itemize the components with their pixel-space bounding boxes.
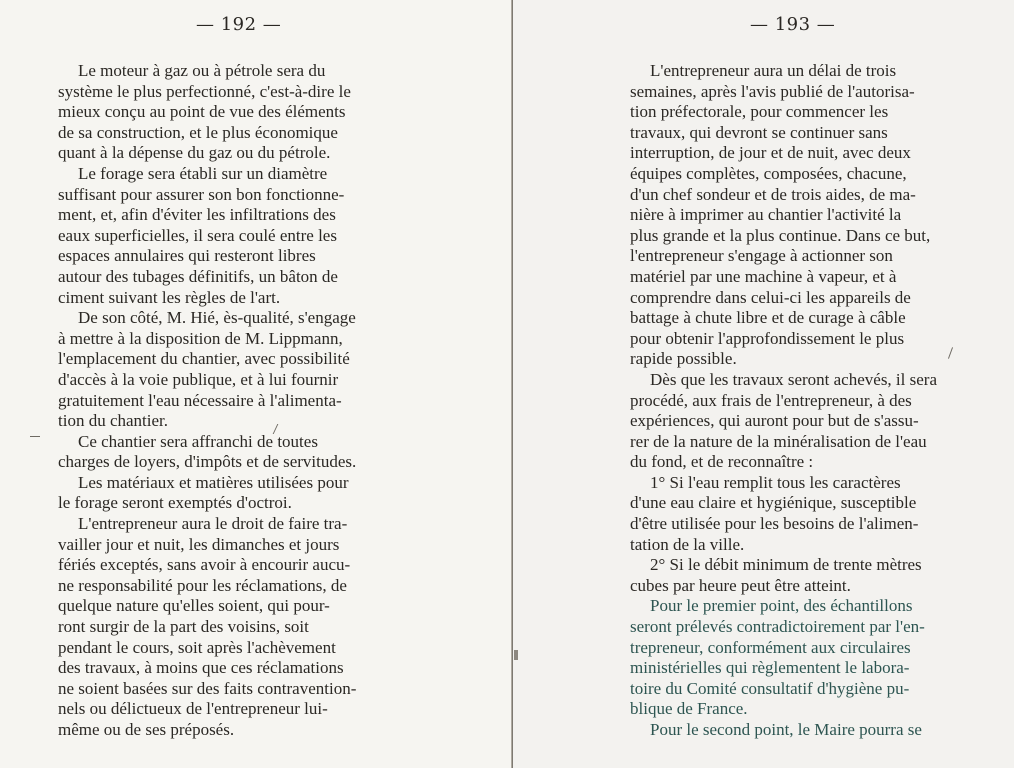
page-number-left: — 192 — bbox=[196, 14, 282, 35]
paragraph: L'entrepreneur aura le droit de faire tra- vailler jour et nuit, les dimanches et jours fériés exceptés, sans avoir à encourir aucu- ne responsabilité pour les réclamations, de quelque nature qu'elles soient, qui pour- ront surgir de la part des voisins, soit pendant le cours, soit après l'achèvement des travaux, à moins que ces réclamations ne soient basées sur des faits contravention- nels ou délictueux de l'entrepreneur lui- même ou de ses préposés. bbox=[58, 514, 357, 739]
paragraph: De son côté, M. Hié, ès-qualité, s'engage à mettre à la disposition de M. Lippmann, l'emplacement du chantier, avec possibilité d'accès à la voie publique, et à lui fournir gratuitement l'eau nécessaire à l'alimenta- tion du chantier. bbox=[58, 308, 356, 431]
paragraph: Pour le second point, le Maire pourra se bbox=[650, 720, 922, 739]
margin-mark bbox=[30, 436, 40, 437]
paragraph: Le moteur à gaz ou à pétrole sera du système le plus perfectionné, c'est-à-dire le mieux conçu au point de vue des éléments de sa construction, et le plus économique quant à la dépense du gaz ou du pétrole. bbox=[58, 61, 351, 163]
right-page bbox=[513, 0, 1014, 768]
paragraph: Les matériaux et matières utilisées pour le forage seront exemptés d'octroi. bbox=[58, 472, 349, 513]
paragraph: Dès que les travaux seront achevés, il sera procédé, aux frais de l'entrepreneur, à des expériences, qui auront pour but de s'assu- rer de la nature de la minéralisation de l'eau du fond, et de reconnaître : bbox=[630, 369, 937, 472]
page-number-right: — 193 — bbox=[750, 14, 836, 35]
paragraph: Ce chantier sera affranchi de toutes charges de loyers, d'impôts et de servitudes. bbox=[58, 431, 357, 472]
right-page-text bbox=[630, 61, 988, 741]
paragraph: 1° Si l'eau remplit tous les caractères d'une eau claire et hygiénique, susceptible d'être utilisée pour les besoins de l'alimen- tation de la ville. bbox=[630, 472, 919, 554]
gutter-mark bbox=[514, 650, 518, 660]
paragraph: Pour le premier point, des échantillons seront prélevés contradictoirement par l'en- trepreneur, conformément aux circulaires ministérielles qui règlementent le labora- toire du Comité consultatif d'hygiène pu- blique de France. bbox=[630, 596, 925, 719]
left-page-text bbox=[58, 61, 414, 741]
paragraph: Le forage sera établi sur un diamètre suffisant pour assurer son bon fonctionne- ment, et, afin d'éviter les infiltrations des eaux superficielles, il sera coulé entre les espaces annulaires qui resteront libres autour des tubages définitifs, un bâton de ciment suivant les règles de l'art. bbox=[58, 163, 345, 307]
paragraph: 2° Si le débit minimum de trente mètres cubes par heure peut être atteint. bbox=[630, 555, 922, 595]
paragraph: L'entrepreneur aura un délai de trois semaines, après l'avis publié de l'autorisa- tion préfectorale, pour commencer les travaux, qui devront se continuer sans interruption, de jour et de nuit, avec deux équipes complètes, composées, chacune, d'un chef sondeur et de trois aides, de ma- nière à imprimer au chantier l'activité la plus grande et la plus continue. Dans ce but, l'entrepreneur s'engage à actionner son matériel par une machine à vapeur, et à comprendre dans celui-ci les appareils de battage à chute libre et de curage à câble pour obtenir l'approfondissement le plus rapide possible. bbox=[630, 61, 931, 369]
